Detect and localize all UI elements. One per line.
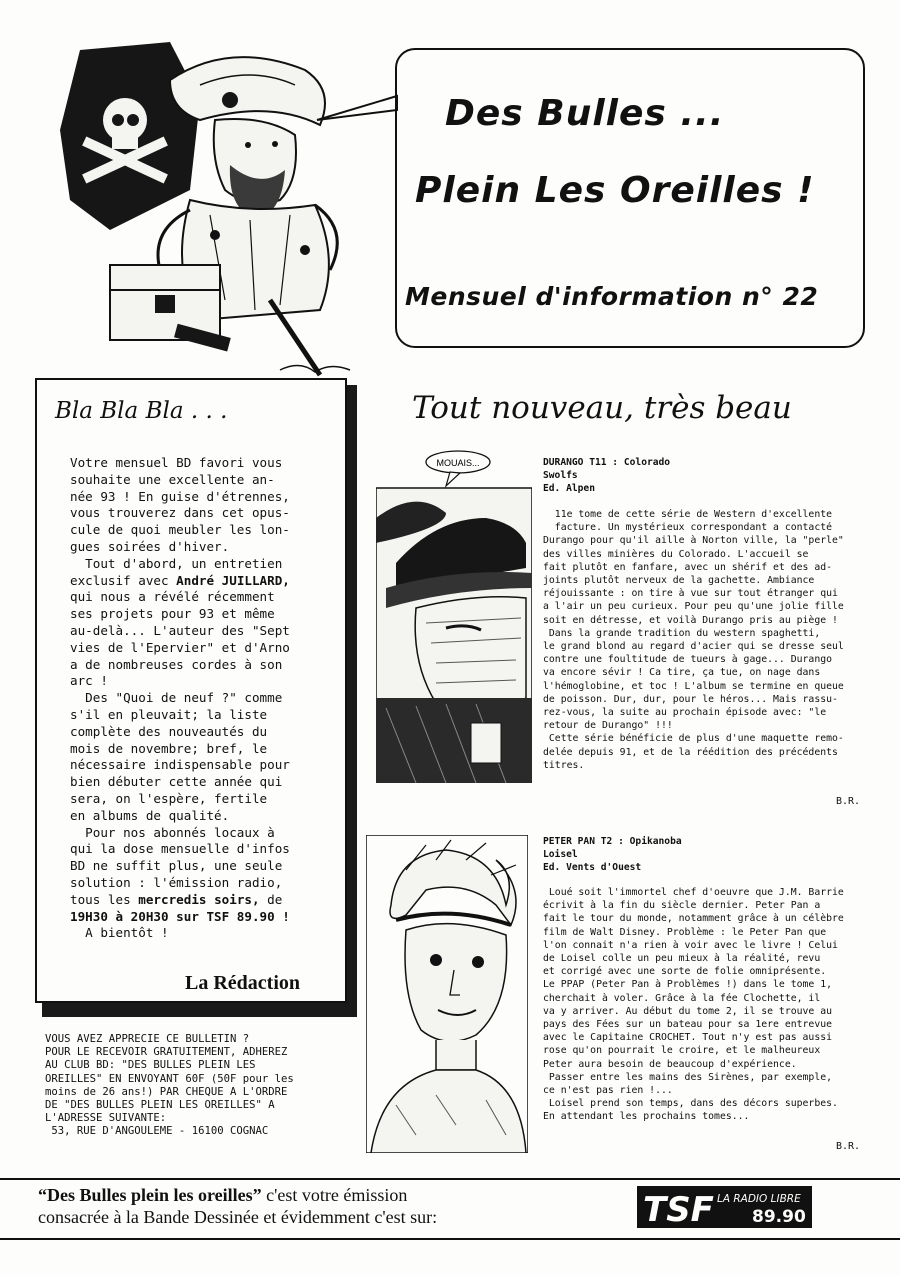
- article-line: l'on connait n'a rien à voir avec le livre ! Celui: [543, 939, 838, 951]
- article-header-line: PETER PAN T2 : Opikanoba: [543, 836, 682, 847]
- article-line: fait le tour du monde, notamment grâce à un célèbre: [543, 913, 844, 925]
- edito-line: BD ne suffit plus, une seule: [70, 858, 283, 874]
- speech-tail: [315, 90, 405, 130]
- article-line: facture. Un mystérieux correspondant a contacté: [543, 522, 833, 534]
- subscription-line: moins de 26 ans!) PAR CHEQUE A L'ORDRE: [45, 1085, 288, 1098]
- tsf-radio-logo: [637, 1186, 812, 1228]
- article-line: contre une foultitude de tueurs à gage... Durango: [543, 654, 833, 666]
- logo-freq: 89.90: [752, 1207, 806, 1227]
- edito-line: Pour nos abonnés locaux à: [70, 824, 275, 840]
- durango-article-header: [543, 456, 670, 496]
- edito-line: Votre mensuel BD favori vous: [70, 455, 283, 470]
- footer-quote: “Des Bulles plein les oreilles”: [38, 1185, 262, 1205]
- footer-line1-rest: c'est votre émission: [261, 1185, 408, 1205]
- edito-line: tous les mercredis soirs, de: [70, 891, 283, 907]
- edito-line: gues soirées d'hiver.: [70, 538, 230, 554]
- article-line: fait plutôt en fanfare, avec un shérif et des ad-: [543, 561, 833, 573]
- edito-radio-days: mercredis soirs,: [138, 891, 260, 907]
- durango-signature: B.R.: [836, 796, 861, 807]
- logo-tag: LA RADIO LIBRE: [717, 1193, 801, 1205]
- peterpan-article-header: [543, 835, 682, 875]
- subscription-line: 53, RUE D'ANGOULEME - 16100 COGNAC: [45, 1125, 269, 1138]
- edito-line: bien débuter cette année qui: [70, 774, 283, 790]
- edito-signature: La Rédaction: [185, 972, 300, 994]
- peterpan-article-body: [543, 886, 844, 1124]
- edito-author-name: André JUILLARD,: [176, 572, 290, 588]
- edito-line: exclusif avec André JUILLARD,: [70, 572, 290, 588]
- logo-main: TSF: [643, 1190, 714, 1228]
- article-header-line: DURANGO T11 : Colorado: [543, 457, 671, 468]
- article-line: Loué soit l'immortel chef d'oeuvre que J.M. Barrie: [543, 887, 844, 898]
- subscription-line: VOUS AVEZ APPRECIE CE BULLETIN ?: [45, 1033, 250, 1045]
- edito-line: qui la dose mensuelle d'infos: [70, 841, 290, 857]
- edito-line: ses projets pour 93 et même: [70, 606, 275, 622]
- footer-line2: consacrée à la Bande Dessinée et évidemment c'est sur:: [38, 1207, 438, 1227]
- edito-line: nécessaire indispensable pour: [70, 757, 290, 773]
- speech-bubble-text: MOUAIS...: [436, 458, 480, 468]
- durango-article-body: [543, 508, 844, 772]
- article-line: En attendant les prochains tomes...: [543, 1111, 750, 1123]
- footer-rule-bottom: [0, 1238, 900, 1240]
- article-line: rez-vous, la suite au prochain épisode avec: "le: [543, 707, 827, 719]
- article-header-line: Loisel: [543, 849, 578, 861]
- article-line: a l'air un peu curieux. Pour peu qu'une jolie fille: [543, 601, 844, 613]
- article-line: de poisson. Dur, dur, pour le héros... Mais rassu-: [543, 693, 838, 705]
- news-heading: Tout nouveau, très beau: [412, 390, 792, 426]
- article-line: Dans la grande tradition du western spaghetti,: [543, 627, 821, 639]
- article-line: Durango pour qu'il aille à Norton ville, la "perle": [543, 535, 844, 547]
- footer-text: [38, 1184, 437, 1228]
- article-line: Cette série bénéficie de plus d'une maquette remo-: [543, 733, 844, 745]
- article-line: cherchait à voler. Grâce à la fée Clochette, il: [543, 992, 821, 1004]
- edito-line: au-delà... L'auteur des "Sept: [70, 622, 290, 638]
- edito-line: vies de l'Epervier" et d'Arno: [70, 639, 290, 655]
- edito-line: mois de novembre; bref, le: [70, 740, 268, 756]
- article-line: 11e tome de cette série de Western d'excellente: [543, 509, 833, 520]
- edito-line: sera, on l'espère, fertile: [70, 790, 268, 806]
- article-line: va y arriver. Au début du tome 2, il se trouve au: [543, 1005, 833, 1017]
- article-line: ce n'est pas rien !...: [543, 1085, 673, 1097]
- article-header-line: Swolfs: [543, 470, 578, 482]
- subscription-line: AU CLUB BD: "DES BULLES PLEIN LES: [45, 1059, 256, 1072]
- title-line-2: Plein Les Oreilles !: [415, 170, 815, 211]
- article-line: pays des Fées sur un bateau pour sa 1ere entrevue: [543, 1019, 833, 1031]
- edito-line: en albums de qualité.: [70, 807, 230, 823]
- article-line: l'hémoglobine, et toc ! L'album se termine en queue: [543, 680, 844, 692]
- edito-line: Des "Quoi de neuf ?" comme: [70, 690, 283, 706]
- subscription-line: OREILLES" EN ENVOYANT 60F (50F pour les: [45, 1072, 294, 1085]
- article-line: soit en détresse, et voilà Durango pris au piège !: [543, 614, 838, 626]
- edito-line: a de nombreuses cordes à son: [70, 656, 283, 672]
- article-line: titres.: [543, 759, 585, 771]
- subscription-line: DE "DES BULLES PLEIN LES OREILLES" A: [45, 1099, 275, 1112]
- footer-rule-top: [0, 1178, 900, 1180]
- article-line: Passer entre les mains des Sirènes, par exemple,: [543, 1071, 833, 1083]
- edito-body: [70, 455, 332, 942]
- durango-illustration: [376, 448, 532, 783]
- article-header-line: Ed. Vents d'Ouest: [543, 862, 642, 874]
- edito-heading: Bla Bla Bla . . .: [55, 398, 228, 424]
- edito-line: née 93 ! En guise d'étrennes,: [70, 488, 290, 504]
- article-line: réjouissante : on tire à vue sur tout étranger qui: [543, 588, 838, 600]
- subscription-line: L'ADRESSE SUIVANTE:: [45, 1112, 167, 1125]
- peter-pan-illustration: [366, 835, 528, 1153]
- edito-line: A bientôt !: [70, 925, 169, 941]
- article-line: et corrigé avec une sorte de folie omniprésente.: [543, 966, 827, 978]
- article-line: de Loisel colle un peu mieux à la réalité, revu: [543, 953, 821, 965]
- peterpan-signature: B.R.: [836, 1141, 861, 1152]
- article-line: Peter aura besoin de beaucoup d'expérience.: [543, 1058, 797, 1070]
- article-line: joints plutôt nerveux de la gachette. Ambiance: [543, 575, 815, 587]
- article-line: écrivit à la fin du siècle dernier. Peter Pan a: [543, 900, 821, 912]
- edito-line: 19H30 à 20H30 sur TSF 89.90 !: [70, 908, 290, 924]
- edito-line: qui nous a révélé récemment: [70, 589, 275, 605]
- edito-line: complète des nouveautés du: [70, 723, 268, 739]
- article-header-line: Ed. Alpen: [543, 483, 595, 495]
- title-line-1: Des Bulles ...: [445, 93, 725, 134]
- edito-line: Tout d'abord, un entretien: [70, 555, 283, 571]
- article-line: avec le Capitaine CROCHET. Tout n'y est pas aussi: [543, 1032, 833, 1044]
- edito-line: arc !: [70, 673, 108, 689]
- edito-line: solution : l'émission radio,: [70, 874, 283, 890]
- edito-line: cule de quoi meubler les lon-: [70, 522, 290, 538]
- article-line: delée depuis 91, et de la réédition des précédents: [543, 746, 838, 758]
- subtitle: Mensuel d'information n° 22: [405, 282, 819, 311]
- edito-line: souhaite une excellente an-: [70, 471, 275, 487]
- subscription-notice: [45, 1033, 355, 1139]
- article-line: Le PPAP (Peter Pan à Problèmes !) dans le tome 1,: [543, 979, 833, 991]
- article-line: des villes minières du Colorado. L'accueil se: [543, 548, 809, 560]
- article-line: le grand blond au regard d'acier qui se dresse seul: [543, 641, 844, 653]
- article-line: rose qu'on pourrait le croire, et le malheureux: [543, 1045, 821, 1057]
- edito-line: s'il en pleuvait; la liste: [70, 706, 268, 722]
- article-line: film de Walt Disney. Problème : le Peter Pan que: [543, 926, 827, 938]
- subscription-line: POUR LE RECEVOIR GRATUITEMENT, ADHEREZ: [45, 1046, 288, 1059]
- article-line: retour de Durango" !!!: [543, 720, 673, 732]
- article-line: Loisel prend son temps, dans des décors superbes.: [543, 1098, 838, 1110]
- article-line: va encore sévir ! Ca tire, ça tue, on nage dans: [543, 667, 821, 679]
- edito-line: vous trouverez dans cet opus-: [70, 505, 290, 521]
